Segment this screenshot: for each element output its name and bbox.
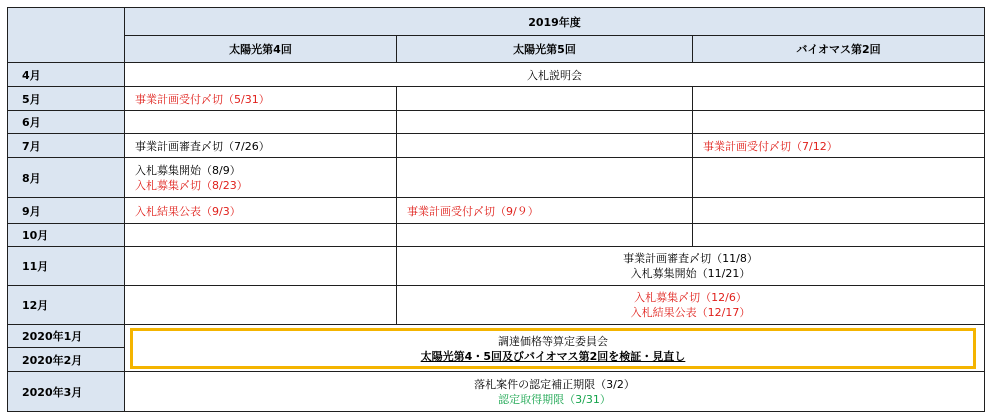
sep-biomass2-cell (692, 197, 985, 224)
corner-header-cell (7, 7, 125, 63)
month-label: 10月 (22, 229, 49, 242)
month-cell-jun (7, 110, 125, 134)
deadline-event: 事業計画受付〆切（7/12） (703, 139, 838, 153)
jul-biomass2-cell (692, 133, 985, 158)
month-label: 11月 (22, 260, 49, 273)
month-cell-mar-2020 (7, 371, 125, 412)
may-solar5-cell (396, 86, 693, 111)
oct-solar5-cell (396, 223, 693, 247)
mar-merged-cell (124, 371, 985, 412)
bid-deadline-event: 入札募集〆切（8/23） (135, 178, 248, 192)
month-label: 5月 (22, 92, 41, 106)
month-cell-jul (7, 133, 125, 158)
month-cell-aug (7, 157, 125, 198)
nov-solar4-cell (124, 246, 397, 286)
may-solar4-cell (124, 86, 397, 111)
certification-deadline-event: 認定取得期限（3/31） (498, 392, 611, 406)
month-label: 2020年3月 (22, 385, 83, 399)
month-cell-nov (7, 246, 125, 286)
result-announcement-event: 入札結果公表（9/3） (135, 204, 241, 218)
sep-solar5-cell (396, 197, 693, 224)
review-deadline-event: 事業計画審査〆切（7/26） (135, 139, 270, 153)
month-cell-sep (7, 197, 125, 224)
sep-solar4-cell (124, 197, 397, 224)
fiscal-year-header (124, 7, 985, 36)
month-label: 6月 (22, 116, 41, 129)
column-label-biomass-2: バイオマス第2回 (796, 43, 881, 56)
oct-biomass2-cell (692, 223, 985, 247)
oct-solar4-cell (124, 223, 397, 247)
month-label: 4月 (22, 68, 41, 82)
jun-solar4-cell (124, 110, 397, 134)
month-cell-apr (7, 62, 125, 87)
month-label: 8月 (22, 171, 41, 185)
apr-merged-cell (124, 62, 985, 87)
fiscal-year-label: 2019年度 (528, 15, 581, 29)
month-cell-jan-2020 (7, 324, 125, 348)
may-biomass2-cell (692, 86, 985, 111)
bid-open-event: 入札募集開始（11/21） (630, 267, 751, 280)
month-label: 2020年2月 (22, 353, 83, 367)
aug-solar4-cell (124, 157, 397, 198)
column-header-biomass-2 (692, 35, 985, 63)
review-deadline-event: 事業計画審査〆切（11/8） (623, 252, 758, 265)
briefing-event: 入札説明会 (527, 68, 582, 82)
committee-highlight-box (130, 328, 976, 369)
correction-deadline-event: 落札案件の認定補正期限（3/2） (474, 377, 635, 391)
deadline-event: 事業計画受付〆切（5/31） (135, 92, 270, 106)
month-cell-may (7, 86, 125, 111)
jun-solar5-cell (396, 110, 693, 134)
month-label: 12月 (22, 299, 49, 312)
jul-solar5-cell (396, 133, 693, 158)
committee-title: 調達価格等算定委員会 (498, 334, 608, 348)
bid-open-event: 入札募集開始（8/9） (135, 163, 241, 177)
month-label: 2020年1月 (22, 330, 83, 343)
month-cell-feb-2020 (7, 347, 125, 372)
aug-biomass2-cell (692, 157, 985, 198)
jul-solar4-cell (124, 133, 397, 158)
month-label: 9月 (22, 204, 41, 218)
month-cell-dec (7, 285, 125, 325)
aug-solar5-cell (396, 157, 693, 198)
jun-biomass2-cell (692, 110, 985, 134)
dec-merged-cell (396, 285, 985, 325)
nov-merged-cell (396, 246, 985, 286)
deadline-event: 事業計画受付〆切（9/９） (407, 204, 539, 218)
result-announcement-event: 入札結果公表（12/17） (630, 306, 751, 319)
bid-deadline-event: 入札募集〆切（12/6） (634, 291, 747, 304)
month-label: 7月 (22, 139, 41, 153)
dec-solar4-cell (124, 285, 397, 325)
month-cell-oct (7, 223, 125, 247)
committee-review-note: 太陽光第4・5回及びバイオマス第2回を検証・見直し (420, 349, 686, 363)
column-label-solar-4: 太陽光第4回 (229, 43, 292, 56)
column-label-solar-5: 太陽光第5回 (513, 43, 576, 56)
column-header-solar-5 (396, 35, 693, 63)
column-header-solar-4 (124, 35, 397, 63)
